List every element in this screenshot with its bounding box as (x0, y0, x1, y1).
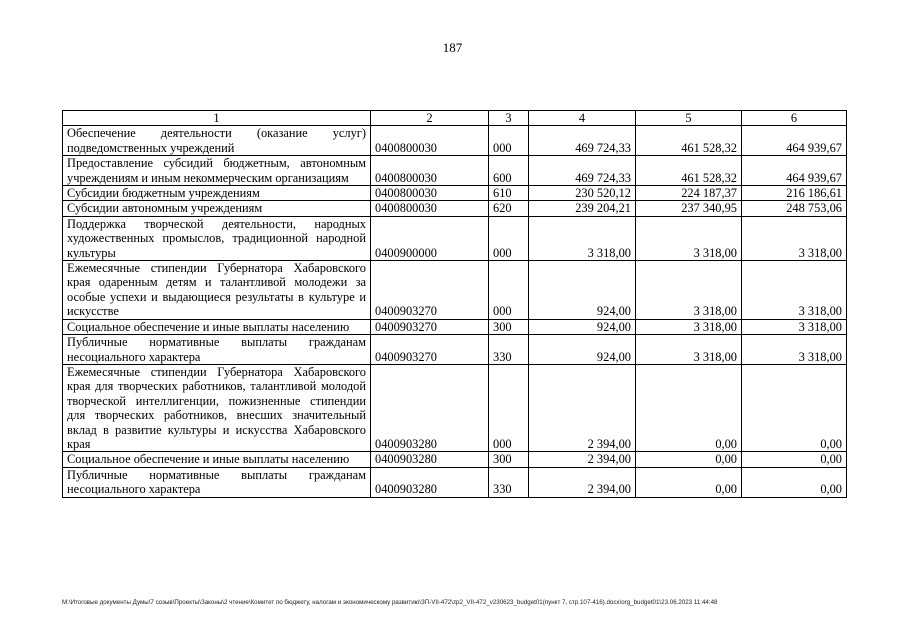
row-value-4: 924,00 (529, 261, 636, 320)
table-row (63, 319, 847, 334)
column-header: 4 (529, 111, 636, 126)
row-code: 0400800030 (371, 126, 489, 156)
document-path-footer: M:\Итоговые документы Думы\7 созыв\Проекты\Законы\2 чтение\Комитет по бюджету, налогам и экономическому развитию\ЗП-VII-472\zp2_VII-472_v230623_budget01(пункт 7, стр.107-416).docx\org_budget01\23.06.2023 11:44:48 (62, 599, 718, 606)
row-code: 0400900000 (371, 216, 489, 260)
row-code: 0400800030 (371, 201, 489, 216)
row-value-6: 3 318,00 (742, 319, 847, 334)
row-type: 610 (489, 186, 529, 201)
row-value-6: 464 939,67 (742, 156, 847, 186)
row-code: 0400903280 (371, 364, 489, 451)
row-name: Субсидии бюджетным учреждениям (63, 186, 371, 201)
row-value-4: 2 394,00 (529, 364, 636, 451)
row-type: 330 (489, 335, 529, 365)
header-row (63, 111, 847, 126)
row-value-5: 0,00 (636, 467, 742, 497)
row-value-6: 0,00 (742, 364, 847, 451)
row-name: Ежемесячные стипендии Губернатора Хабаровского края для творческих работников, талантливой молодой творческой интеллигенции, пожизненные стипендии для творческих работников, внесших значительный вклад в развитие культуры и искусства Хабаровского края (63, 364, 371, 451)
row-code: 0400903270 (371, 319, 489, 334)
row-value-6: 3 318,00 (742, 216, 847, 260)
table-row (63, 364, 847, 451)
row-value-4: 469 724,33 (529, 126, 636, 156)
row-value-5: 3 318,00 (636, 335, 742, 365)
row-type: 000 (489, 126, 529, 156)
column-header: 3 (489, 111, 529, 126)
row-type: 000 (489, 364, 529, 451)
row-type: 300 (489, 452, 529, 467)
row-name: Социальное обеспечение и иные выплаты населению (63, 452, 371, 467)
row-type: 300 (489, 319, 529, 334)
row-name: Публичные нормативные выплаты гражданам несоциального характера (63, 467, 371, 497)
budget-table (62, 110, 847, 498)
row-value-4: 3 318,00 (529, 216, 636, 260)
row-value-5: 3 318,00 (636, 319, 742, 334)
table-row (63, 186, 847, 201)
table-row (63, 201, 847, 216)
row-value-5: 461 528,32 (636, 156, 742, 186)
row-name: Социальное обеспечение и иные выплаты населению (63, 319, 371, 334)
row-type: 330 (489, 467, 529, 497)
column-header: 2 (371, 111, 489, 126)
table-row (63, 335, 847, 365)
table-row (63, 467, 847, 497)
row-value-5: 237 340,95 (636, 201, 742, 216)
row-value-5: 461 528,32 (636, 126, 742, 156)
row-value-6: 216 186,61 (742, 186, 847, 201)
row-value-5: 224 187,37 (636, 186, 742, 201)
table-row (63, 126, 847, 156)
row-value-4: 2 394,00 (529, 452, 636, 467)
column-header: 6 (742, 111, 847, 126)
row-code: 0400800030 (371, 156, 489, 186)
row-value-5: 0,00 (636, 452, 742, 467)
row-value-4: 2 394,00 (529, 467, 636, 497)
row-type: 000 (489, 261, 529, 320)
row-code: 0400903270 (371, 261, 489, 320)
row-code: 0400903270 (371, 335, 489, 365)
row-code: 0400903280 (371, 467, 489, 497)
row-value-6: 0,00 (742, 467, 847, 497)
row-value-6: 3 318,00 (742, 261, 847, 320)
row-type: 600 (489, 156, 529, 186)
row-value-4: 924,00 (529, 335, 636, 365)
table-row (63, 261, 847, 320)
row-value-6: 0,00 (742, 452, 847, 467)
row-value-5: 3 318,00 (636, 261, 742, 320)
row-value-5: 0,00 (636, 364, 742, 451)
row-value-6: 464 939,67 (742, 126, 847, 156)
table-row (63, 216, 847, 260)
row-name: Субсидии автономным учреждениям (63, 201, 371, 216)
row-type: 620 (489, 201, 529, 216)
row-code: 0400800030 (371, 186, 489, 201)
row-type: 000 (489, 216, 529, 260)
column-header: 5 (636, 111, 742, 126)
row-value-5: 3 318,00 (636, 216, 742, 260)
row-value-4: 230 520,12 (529, 186, 636, 201)
row-name: Публичные нормативные выплаты гражданам несоциального характера (63, 335, 371, 365)
row-value-4: 469 724,33 (529, 156, 636, 186)
column-header: 1 (63, 111, 371, 126)
row-value-6: 3 318,00 (742, 335, 847, 365)
row-name: Поддержка творческой деятельности, народных художественных промыслов, традиционной народной культуры (63, 216, 371, 260)
row-name: Обеспечение деятельности (оказание услуг) подведомственных учреждений (63, 126, 371, 156)
page-number: 187 (442, 40, 463, 55)
row-value-4: 239 204,21 (529, 201, 636, 216)
row-name: Ежемесячные стипендии Губернатора Хабаровского края одаренным детям и талантливой молодежи за особые успехи и выдающиеся результаты в культуре и искусстве (63, 261, 371, 320)
table-row (63, 156, 847, 186)
table-row (63, 452, 847, 467)
row-value-6: 248 753,06 (742, 201, 847, 216)
row-name: Предоставление субсидий бюджетным, автономным учреждениям и иным некоммерческим организациям (63, 156, 371, 186)
row-code: 0400903280 (371, 452, 489, 467)
row-value-4: 924,00 (529, 319, 636, 334)
